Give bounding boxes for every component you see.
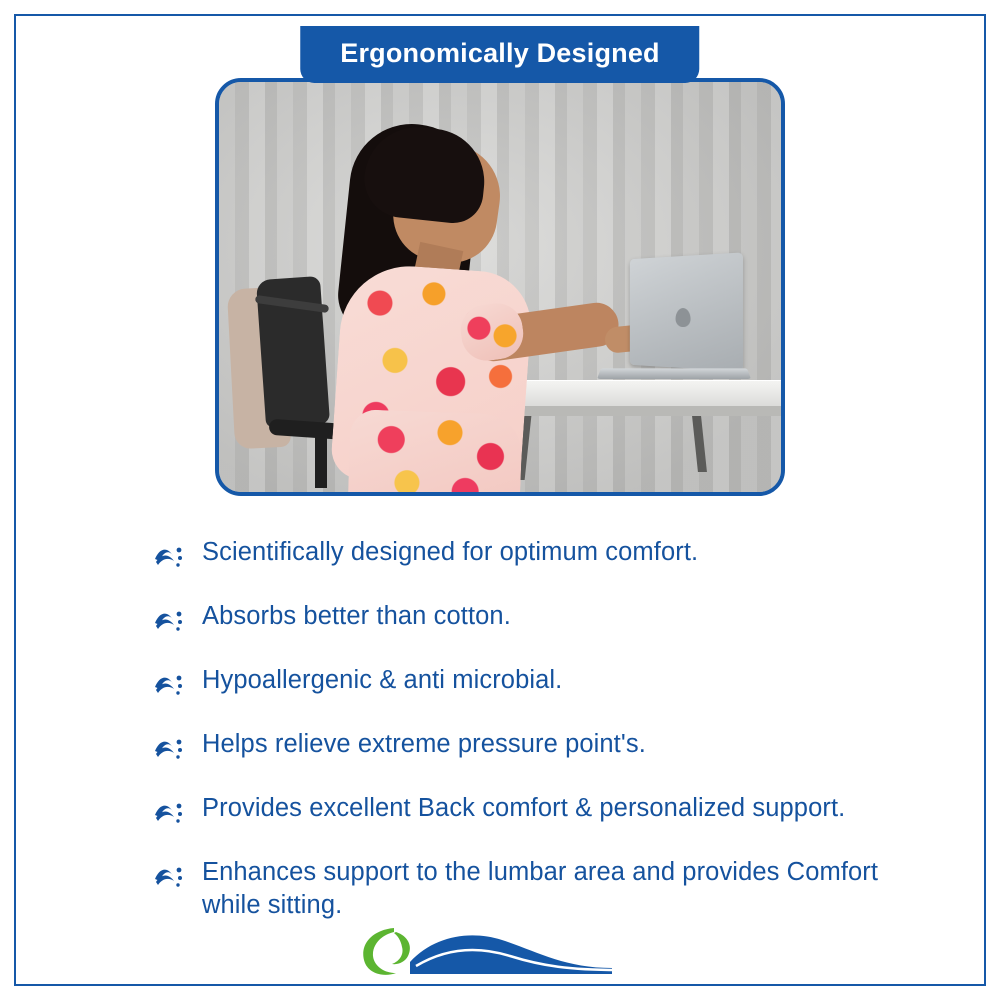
- wave-bullet-icon: [152, 730, 186, 764]
- list-item-label: Helps relieve extreme pressure point's.: [202, 730, 646, 758]
- laptop-logo-icon: [676, 307, 691, 326]
- wave-bullet-icon: [152, 794, 186, 828]
- list-item: [152, 856, 942, 921]
- product-photo-card: [215, 78, 785, 496]
- list-item: [152, 536, 942, 572]
- wave-bullet-icon: [152, 538, 186, 572]
- wave-bullet-icon: [152, 602, 186, 636]
- list-item: [152, 728, 942, 764]
- list-item-label: Absorbs better than cotton.: [202, 602, 511, 630]
- person-lower-garment: [347, 409, 523, 496]
- wave-bullet-icon: [152, 858, 186, 892]
- list-item-label: Scientifically designed for optimum comfort.: [202, 538, 699, 566]
- laptop-screen: [630, 252, 743, 371]
- page-title: Ergonomically Designed: [300, 26, 699, 83]
- list-item: [152, 792, 942, 828]
- wave-bullet-icon: [152, 666, 186, 700]
- feature-list: [152, 536, 942, 921]
- list-item-label: Enhances support to the lumbar area and provides Comfort while sitting.: [202, 858, 879, 919]
- list-item-label: Hypoallergenic & anti microbial.: [202, 666, 563, 694]
- product-photo: [219, 82, 781, 492]
- list-item: [152, 600, 942, 636]
- list-item-label: Provides excellent Back comfort & personalized support.: [202, 794, 846, 822]
- laptop-keyboard-base: [597, 368, 751, 379]
- swoosh-wave-logo: [350, 918, 650, 982]
- chair-post: [315, 434, 327, 488]
- list-item: [152, 664, 942, 700]
